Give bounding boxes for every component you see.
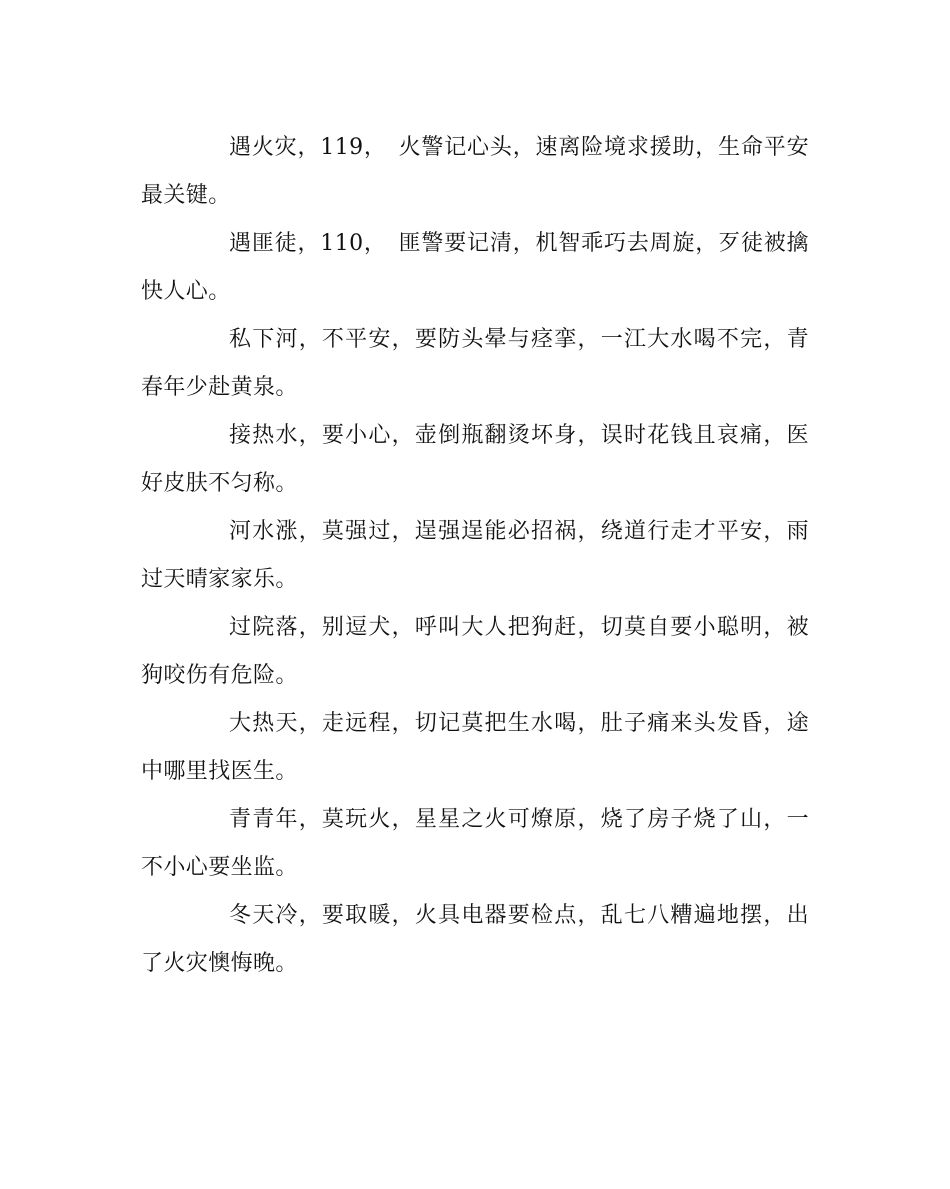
document-body — [141, 124, 809, 988]
paragraph-hot-water: 接热水，要小心，壶倒瓶翻烫坏身，误时花钱且哀痛，医好皮肤不匀称。 — [141, 423, 809, 496]
paragraph-river-swimming: 私下河，不平安，要防头晕与痉挛，一江大水喝不完，青春年少赴黄泉。 — [141, 327, 809, 400]
paragraph-winter-heating: 冬天冷，要取暖，火具电器要检点，乱七八糟遍地摆，出了火灾懊悔晚。 — [141, 903, 809, 976]
paragraph-fire-safety: 遇火灾，119， 火警记心头，速离险境求援助，生命平安最关键。 — [141, 135, 809, 208]
paragraph-robber-safety: 遇匪徒，110， 匪警要记清，机智乖巧去周旋，歹徒被擒快人心。 — [141, 231, 809, 304]
paragraph-raw-water: 大热天，走远程，切记莫把生水喝，肚子痛来头发昏，途中哪里找医生。 — [141, 711, 809, 784]
paragraph-playing-fire: 青青年，莫玩火，星星之火可燎原，烧了房子烧了山，一不小心要坐监。 — [141, 807, 809, 880]
paragraph-flooded-river: 河水涨，莫强过，逞强逞能必招祸，绕道行走才平安，雨过天晴家家乐。 — [141, 519, 809, 592]
paragraph-dog-safety: 过院落，别逗犬，呼叫大人把狗赶，切莫自要小聪明，被狗咬伤有危险。 — [141, 615, 809, 688]
